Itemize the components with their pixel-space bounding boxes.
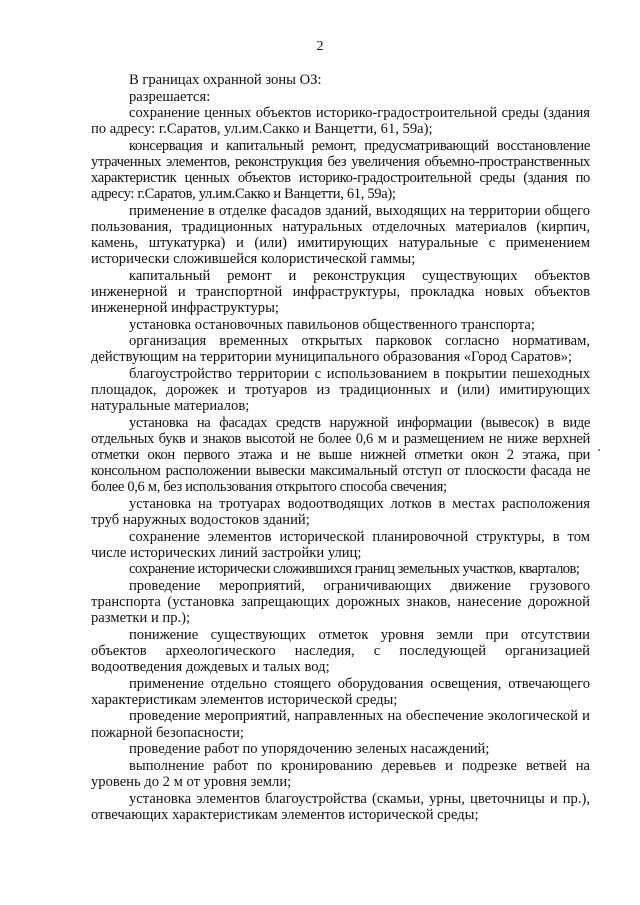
paragraph-1: сохранение ценных объектов историко-градостроительной среды (здания по адресу: г.Саратов, ул.им.Сакко и Ванцетти, 61, 59а); [91,105,590,138]
section-intro: В границах охранной зоны ОЗ: [129,72,322,88]
paragraph-6: организация временных открытых парковок согласно нормативам, действующим на территории муниципального образования «Город Саратов»; [91,333,590,366]
paragraph-11: сохранение исторически сложившихся границ земельных участков, кварталов; [129,561,580,578]
paragraph-9: установка на тротуарах водоотводящих лотков в местах расположения труб наружных водостоков зданий; [91,495,590,528]
paragraph-4: капитальный ремонт и реконструкция существующих объектов инженерной и транспортной инфраструктуры, прокладка новых объектов инженерной инфраструктуры; [91,267,590,317]
paragraph-17: выполнение работ по кронированию деревьев и подрезке ветвей на уровень до 2 м от уровня земли; [91,757,590,790]
scan-speck [598,449,600,451]
document-body [91,72,590,823]
paragraph-5: установка остановочных павильонов общественного транспорта; [129,316,535,333]
paragraph-12: проведение мероприятий, ограничивающих движение грузового транспорта (установка запрещающих дорожных знаков, нанесение дорожной разметки и пр.); [91,578,590,627]
paragraph-16: проведение работ по упорядочению зеленых насаждений; [129,741,490,758]
paragraph-2: консервация и капитальный ремонт, предусматривающий восстановление утраченных элементов, реконструкция без увеличения объемно-пространственных характеристик ценных объектов историко-градостроительной среды (здания по адресу: г.Саратов, ул.им.Сакко и Ванцетти, 61, 59а); [91,138,590,203]
paragraph-10: сохранение элементов исторической планировочной структуры, в том числе исторических линий застройки улиц; [91,528,590,561]
paragraph-7: благоустройство территории с использованием в покрытии пешеходных площадок, дорожек и тротуаров из традиционных и (или) имитирующих натуральные материалов; [91,366,590,415]
page-number: 2 [316,39,324,54]
paragraph-14: применение отдельно стоящего оборудования освещения, отвечающего характеристикам элементов исторической среды; [91,675,590,708]
paragraph-15: проведение мероприятий, направленных на обеспечение экологической и пожарной безопасности; [91,708,590,741]
paragraph-18: установка элементов благоустройства (скамьи, урны, цветочницы и пр.), отвечающих характеристикам элементов исторической среды; [91,790,590,823]
paragraph-13: понижение существующих отметок уровня земли при отсутствии объектов археологического наследия, с последующей организацией водоотведения дождевых и талых вод; [91,626,590,676]
paragraph-8: установка на фасадах средств наружной информации (вывесок) в виде отдельных букв и знаков высотой не более 0,6 м и размещением не ниже верхней отметки окон первого этажа и не выше нижней отметки окон 2 этажа, при консольном расположении вывески максимальный отступ от плоскости фасада не более 0,6 м, без использования открытого способа свечения; [91,414,590,496]
permitted-label: разрешается: [129,88,211,105]
paragraph-3: применение в отделке фасадов зданий, выходящих на территории общего пользования, традиционных натуральных отделочных материалов (кирпич, камень, штукатурка) и (или) имитирующих натуральные с применением исторически сложившейся колористической гаммы; [91,202,590,268]
